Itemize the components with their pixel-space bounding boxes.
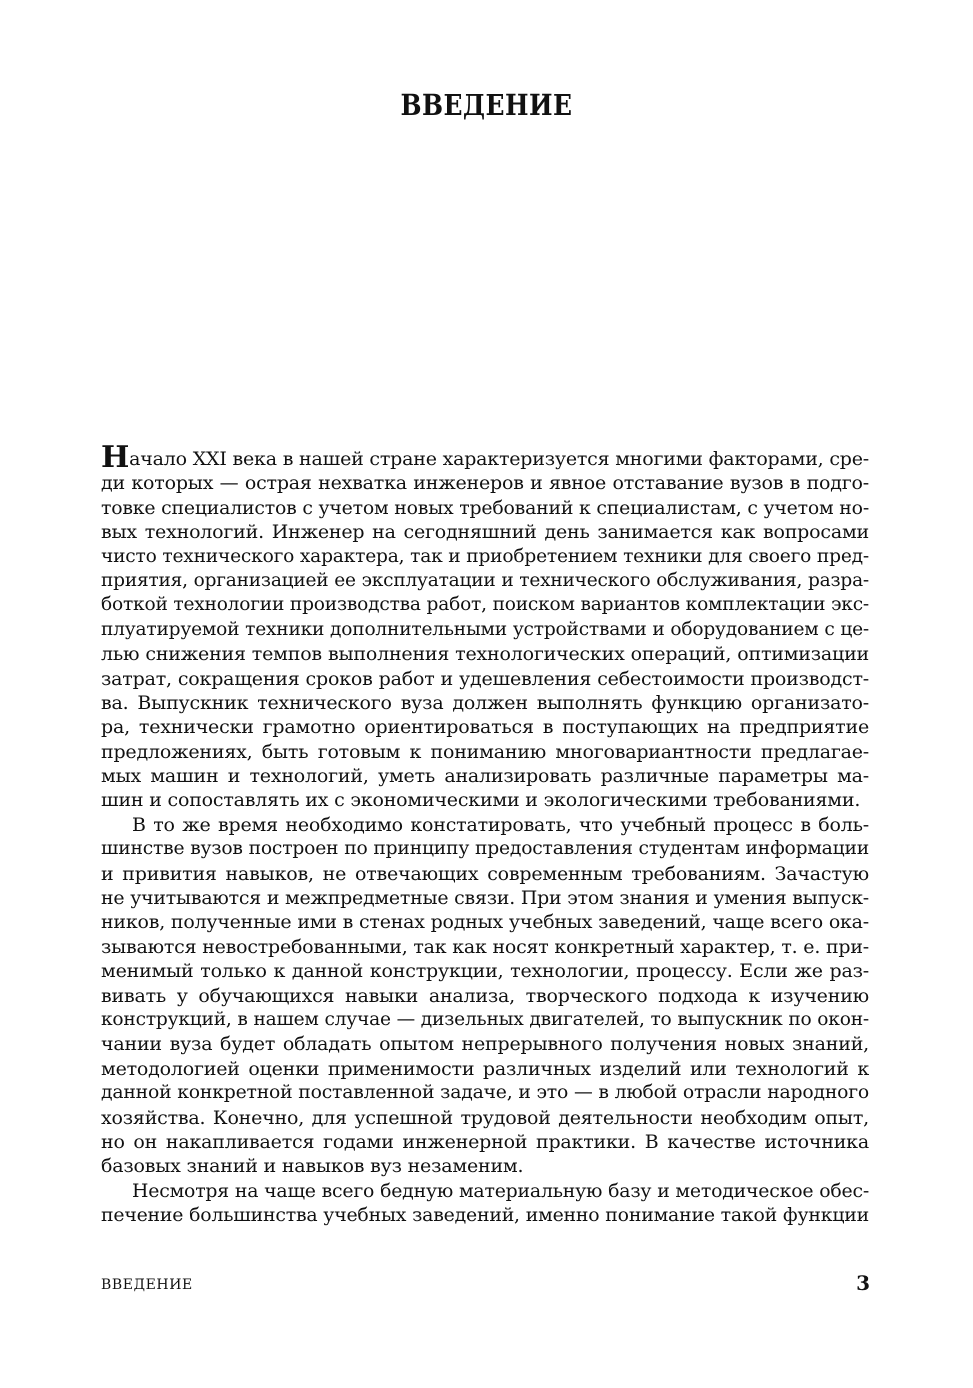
- chapter-title: ВВЕДЕНИЕ: [400, 88, 573, 122]
- text-line: ников, полученные ими в стенах родных учебных заведений, чаще всего ока-: [101, 911, 869, 934]
- text-line: вивать у обучающихся навыки анализа, творческого подхода к изучению: [101, 984, 869, 1007]
- text-line: Несмотря на чаще всего бедную материальную базу и методическое обес-: [132, 1179, 869, 1202]
- text-line: но он накапливается годами инженерной практики. В качестве источника: [101, 1130, 869, 1153]
- text-line: базовых знаний и навыков вуз незаменим.: [101, 1155, 524, 1178]
- text-line: не учитываются и межпредметные связи. При этом знания и умения выпуск-: [101, 887, 869, 910]
- body-text: [101, 440, 869, 1228]
- text-line: шинстве вузов построен по принципу предоставления студентам информации: [101, 838, 869, 860]
- text-line-content: ачало XXI века в нашей стране характеризуется многими факторами, сре-: [129, 448, 869, 470]
- drop-cap: Н: [101, 440, 130, 475]
- text-line: ва. Выпускник технического вуза должен выполнять функцию организато-: [101, 691, 869, 714]
- page-number: 3: [856, 1271, 870, 1295]
- text-line: чисто технического характера, так и приобретением техники для своего пред-: [101, 545, 869, 567]
- text-line: конструкций, в нашем случае — дизельных двигателей, то выпускник по окон-: [101, 1008, 869, 1030]
- text-line: шин и сопоставлять их с экономическими и экологическими требованиями.: [101, 789, 861, 812]
- text-line: и привития навыков, не отвечающих современным требованиям. Зачастую: [101, 862, 869, 885]
- text-line: В то же время необходимо констатировать, что учебный процесс в боль-: [132, 813, 869, 836]
- text-line: мых машин и технологий, уметь анализировать различные параметры ма-: [101, 765, 869, 788]
- text-line: данной конкретной поставленной задаче, и это — в любой отрасли народного: [101, 1082, 869, 1104]
- text-line: боткой технологии производства работ, поиском вариантов комплектации экс-: [101, 594, 869, 616]
- text-line: лью снижения темпов выполнения технологических операций, оптимизации: [101, 643, 869, 666]
- text-line: менимый только к данной конструкции, технологии, процессу. Если же раз-: [101, 960, 869, 983]
- text-line: затрат, сокращения сроков работ и удешевления себестоимости производст-: [101, 667, 869, 690]
- text-line: [101, 440, 869, 475]
- text-line: печение большинства учебных заведений, именно понимание такой функции: [101, 1204, 869, 1227]
- text-line: методологией оценки применимости различных изделий или технологий к: [101, 1057, 869, 1080]
- text-line: плуатируемой техники дополнительными устройствами и оборудованием с це-: [101, 618, 869, 640]
- running-footer: ВВЕДЕНИЕ: [101, 1277, 193, 1293]
- text-line: ра, технически грамотно ориентироваться в поступающих на предприятие: [101, 716, 869, 739]
- text-line: товке специалистов с учетом новых требований к специалистам, с учетом но-: [101, 496, 869, 519]
- text-line: вых технологий. Инженер на сегодняшний день занимается как вопросами: [101, 521, 869, 544]
- text-line: приятия, организацией ее эксплуатации и технического обслуживания, разра-: [101, 569, 869, 591]
- text-line: ди которых — острая нехватка инженеров и явное отставание вузов в подго-: [101, 472, 869, 495]
- text-line: предложениях, быть готовым к пониманию многовариантности предлагае-: [101, 740, 869, 763]
- text-line: хозяйства. Конечно, для успешной трудовой деятельности необходим опыт,: [101, 1106, 869, 1129]
- text-line: зываются невостребованными, так как носят конкретный характер, т. е. при-: [101, 935, 869, 958]
- text-line: чании вуза будет обладать опытом непрерывного получения новых знаний,: [101, 1033, 869, 1056]
